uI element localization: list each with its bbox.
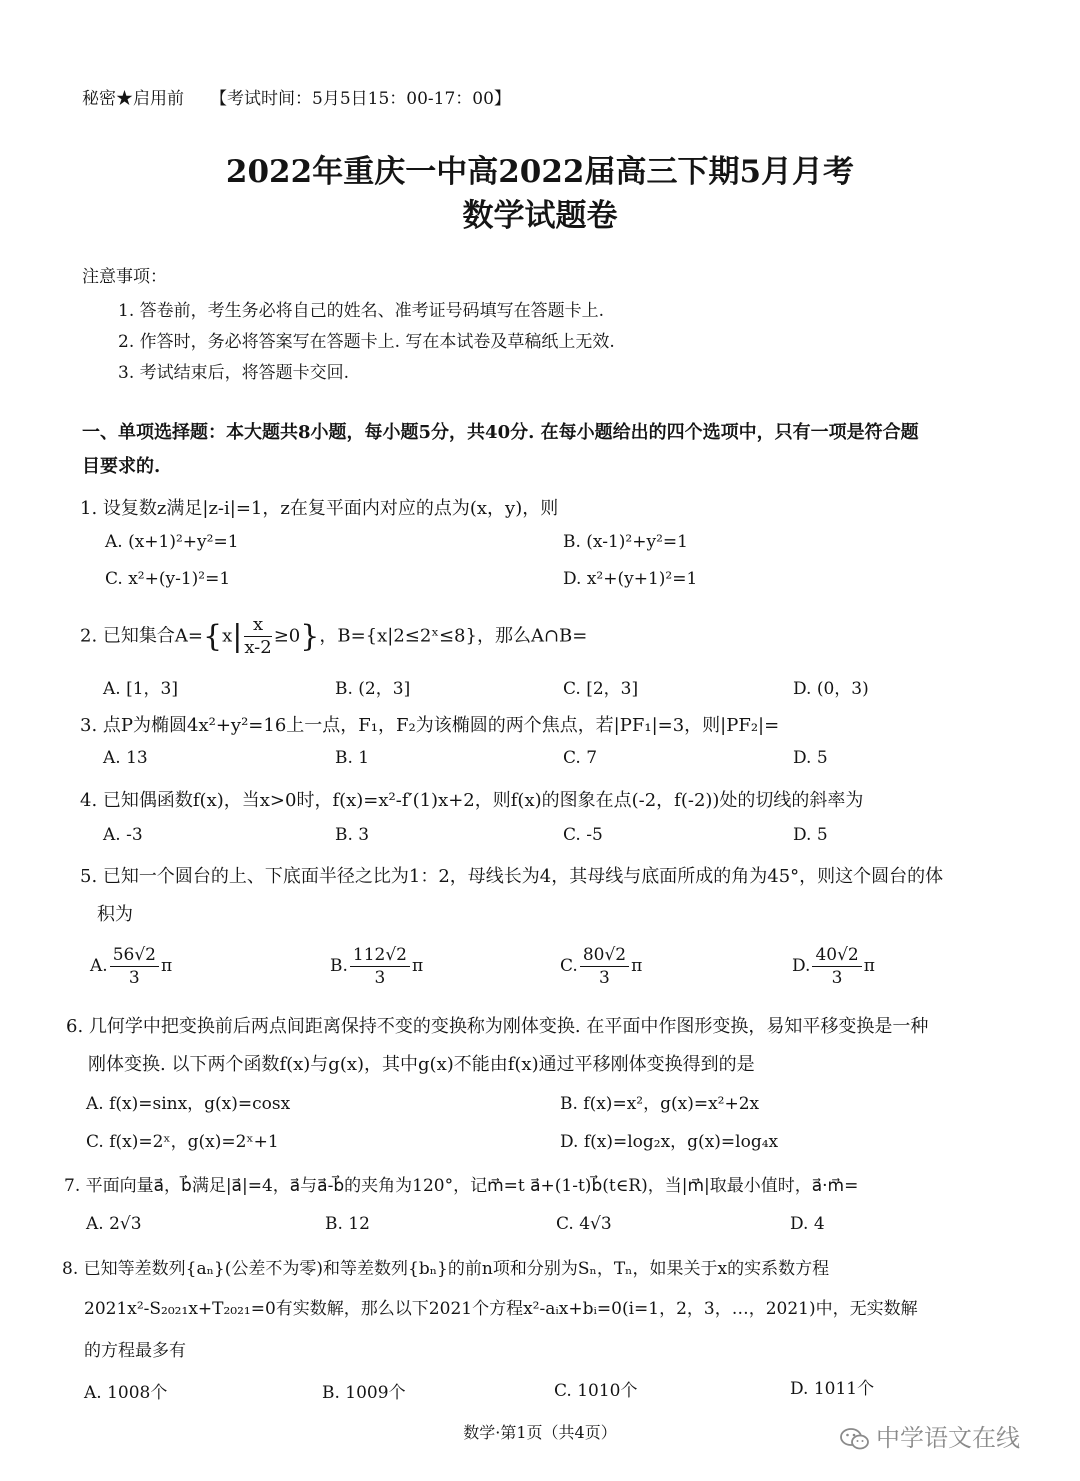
q7-option-d: D. 4 <box>790 1214 825 1234</box>
set-condition: ≥0 <box>273 625 301 647</box>
q7-stem: 7. 平面向量a⃗，b⃗满足|a⃗|=4，a⃗与a⃗-b⃗的夹角为120°，记m⃗=t a⃗+(1-t)b⃗(t∈R)，当|m⃗|取最小值时，a⃗·m⃗= <box>64 1176 859 1196</box>
q6-option-c: C. f(x)=2ˣ，g(x)=2ˣ+1 <box>86 1132 279 1152</box>
set-brace-left: { <box>202 619 223 654</box>
watermark-text: 中学语文在线 <box>876 1424 1020 1452</box>
note-item: 2. 作答时，务必将答案写在答题卡上. 写在本试卷及草稿纸上无效. <box>118 332 615 352</box>
q8-option-b: B. 1009个 <box>322 1383 406 1403</box>
section-heading: 一、单项选择题：本大题共8小题，每小题5分，共40分. 在每小题给出的四个选项中，只有一项是符合题 <box>82 422 919 443</box>
q4-option-a: A. -3 <box>103 825 143 845</box>
option-fraction: $\frac{56√2}{3}$ <box>110 944 159 989</box>
fraction-numerator: x <box>244 614 271 637</box>
q2-option-c: C. [2，3] <box>563 679 639 699</box>
q3-option-a: A. 13 <box>103 748 148 768</box>
wechat-icon <box>840 1427 870 1451</box>
q1-option-b: B. (x-1)²+y²=1 <box>563 532 688 552</box>
q6-stem: 6. 几何学中把变换前后两点间距离保持不变的变换称为刚体变换. 在平面中作图形变换，易知平移变换是一种 <box>66 1016 929 1037</box>
q3-option-b: B. 1 <box>335 748 370 768</box>
q2-stem <box>80 614 587 659</box>
q2-stem-a: 2. 已知集合A= <box>80 625 203 647</box>
q8-stem-cont2: 的方程最多有 <box>84 1341 186 1361</box>
exam-title: 2022年重庆一中高2022届高三下期5月月考 <box>225 154 855 190</box>
q8-option-d: D. 1011个 <box>790 1379 875 1399</box>
q5-option-b: B. $\frac{112√2}{3}$ π <box>330 945 424 988</box>
q2-option-b: B. (2，3] <box>335 679 411 699</box>
option-fraction: $\frac{112√2}{3}$ <box>350 944 410 989</box>
q8-option-a: A. 1008个 <box>84 1383 168 1403</box>
q2-stem-b: ，B={x|2≤2ˣ≤8}，那么A∩B= <box>319 625 588 647</box>
q2-option-a: A. [1，3] <box>103 679 178 699</box>
q2-option-d: D. (0，3) <box>793 679 869 699</box>
q5-option-a: A. $\frac{56√2}{3}$ π <box>90 945 173 988</box>
q1-option-d: D. x²+(y+1)²=1 <box>563 569 698 589</box>
exam-subtitle: 数学试题卷 <box>462 198 618 234</box>
notes-heading: 注意事项： <box>82 267 167 287</box>
q5-stem-cont: 积为 <box>97 904 133 925</box>
q1-option-c: C. x²+(y-1)²=1 <box>105 569 231 589</box>
q6-option-a: A. f(x)=sinx，g(x)=cosx <box>86 1094 291 1114</box>
q7-option-a: A. 2√3 <box>86 1214 142 1234</box>
exam-header <box>82 84 511 109</box>
q6-stem-cont: 刚体变换. 以下两个函数f(x)与g(x)，其中g(x)不能由f(x)通过平移刚体变换得到的是 <box>88 1054 755 1075</box>
secret-label: 秘密★启用前 <box>82 89 184 109</box>
q3-option-d: D. 5 <box>793 748 828 768</box>
page-footer: 数学·第1页（共4页） <box>463 1423 617 1442</box>
exam-time: 【考试时间：5月5日15：00-17：00】 <box>210 89 511 109</box>
q6-option-b: B. f(x)=x²，g(x)=x²+2x <box>560 1094 760 1114</box>
q4-option-c: C. -5 <box>563 825 603 845</box>
set-var: x <box>222 625 233 647</box>
q5-stem: 5. 已知一个圆台的上、下底面半径之比为1：2，母线长为4，其母线与底面所成的角为45°，则这个圆台的体 <box>80 866 944 887</box>
set-fraction <box>244 614 271 659</box>
q5-option-d: D. $\frac{40√2}{3}$ π <box>792 945 875 988</box>
q4-stem: 4. 已知偶函数f(x)，当x>0时，f(x)=x²-f′(1)x+2，则f(x)的图象在点(-2，f(-2))处的切线的斜率为 <box>80 790 864 811</box>
q5-option-c: C. $\frac{80√2}{3}$ π <box>560 945 643 988</box>
q7-option-b: B. 12 <box>325 1214 370 1234</box>
q3-option-c: C. 7 <box>563 748 598 768</box>
section-heading-cont: 目要求的. <box>82 456 161 477</box>
q4-option-d: D. 5 <box>793 825 828 845</box>
q1-stem: 1. 设复数z满足|z-i|=1，z在复平面内对应的点为(x，y)，则 <box>80 498 559 519</box>
set-brace-right: } <box>300 619 320 654</box>
q3-stem: 3. 点P为椭圆4x²+y²=16上一点，F₁，F₂为该椭圆的两个焦点，若|PF₁|=3，则|PF₂|= <box>80 715 780 736</box>
note-item: 3. 考试结束后，将答题卡交回. <box>118 363 350 383</box>
set-bar: | <box>232 619 243 654</box>
q4-option-b: B. 3 <box>335 825 370 845</box>
q8-stem-cont: 2021x²-S₂₀₂₁x+T₂₀₂₁=0有实数解，那么以下2021个方程x²-aᵢx+bᵢ=0(i=1，2，3，…，2021)中，无实数解 <box>84 1299 918 1319</box>
q6-option-d: D. f(x)=log₂x，g(x)=log₄x <box>560 1132 779 1152</box>
q1-option-a: A. (x+1)²+y²=1 <box>105 532 239 552</box>
note-item: 1. 答卷前，考生务必将自己的姓名、准考证号码填写在答题卡上. <box>118 301 605 321</box>
option-fraction: $\frac{80√2}{3}$ <box>580 944 629 989</box>
option-fraction: $\frac{40√2}{3}$ <box>812 944 861 989</box>
q8-stem: 8. 已知等差数列{aₙ}(公差不为零)和等差数列{bₙ}的前n项和分别为Sₙ，Tₙ，如果关于x的实系数方程 <box>62 1259 830 1279</box>
q8-option-c: C. 1010个 <box>554 1381 638 1401</box>
q7-option-c: C. 4√3 <box>556 1214 612 1234</box>
fraction-denominator: x-2 <box>244 637 272 658</box>
watermark <box>840 1418 1020 1453</box>
